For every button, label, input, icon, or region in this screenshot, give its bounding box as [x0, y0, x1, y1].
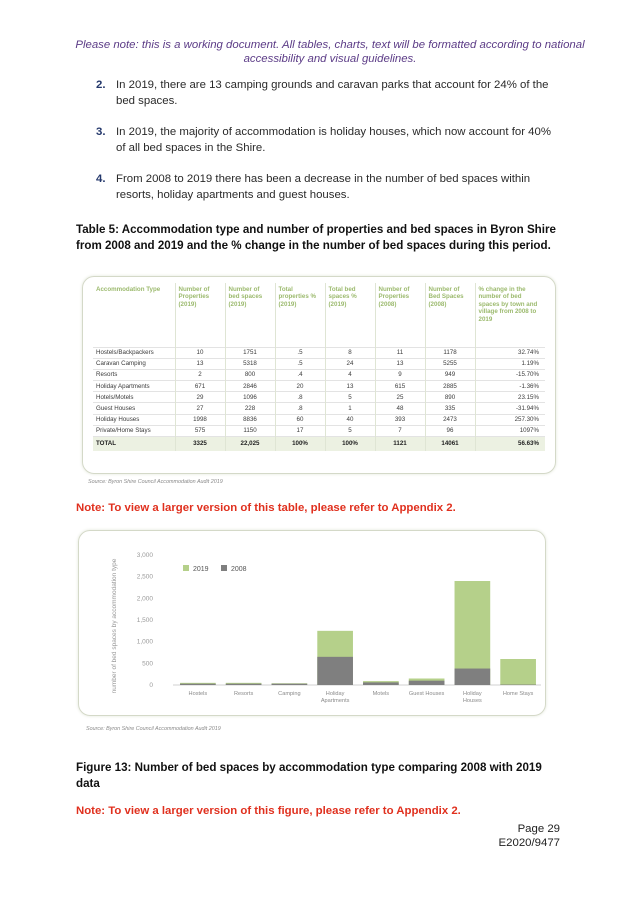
table-cell: 228	[225, 403, 275, 414]
table-cell: .5	[275, 358, 325, 369]
table-row	[93, 347, 545, 358]
bar-2008	[226, 684, 262, 685]
y-tick-label: 3,000	[136, 552, 153, 559]
column-header: Total properties % (2019)	[275, 283, 325, 347]
table-cell: -1.36%	[475, 381, 545, 392]
y-axis-label: number of bed spaces by accommodation type	[111, 558, 118, 694]
table-cell: 1097%	[475, 425, 545, 436]
column-header: Number of Properties (2008)	[375, 283, 425, 347]
bar-2019	[500, 659, 536, 685]
table-cell: 949	[425, 369, 475, 380]
working-document-notice: Please note: this is a working document. All tables, charts, text will be formatted according to national accessibility and visual guidelines.	[75, 39, 585, 65]
table-row	[93, 414, 545, 425]
list-item	[96, 125, 556, 156]
table-total-row	[93, 437, 545, 451]
bar-2008	[272, 684, 308, 685]
y-tick-label: 500	[142, 660, 153, 668]
table-cell: 40	[325, 414, 375, 425]
column-header: Accommodation Type	[93, 283, 175, 347]
table-cell: 1998	[175, 414, 225, 425]
column-header: Number of Bed Spaces (2008)	[425, 283, 475, 347]
table-cell: Holiday Apartments	[93, 381, 175, 392]
table-cell: 5	[325, 425, 375, 436]
table-cell: 257.30%	[475, 414, 545, 425]
table-cell: 2	[175, 369, 225, 380]
table-cell: 8836	[225, 414, 275, 425]
table-cell: 7	[375, 425, 425, 436]
table-cell: 1751	[225, 347, 275, 358]
bar-2008	[409, 681, 445, 685]
table-cell: 335	[425, 403, 475, 414]
figure-appendix-note: Note: To view a larger version of this figure, please refer to Appendix 2.	[76, 805, 461, 817]
table-cell: .8	[275, 392, 325, 403]
table-cell: 56.63%	[475, 437, 545, 451]
table-row	[93, 425, 545, 436]
accommodation-table-frame	[82, 276, 556, 474]
legend-swatch	[183, 565, 189, 571]
table-cell: 13	[175, 358, 225, 369]
x-tick-label: Hostels	[188, 691, 208, 697]
legend-label: 2008	[231, 566, 247, 573]
table-cell: 14061	[425, 437, 475, 451]
bar-2008	[455, 669, 491, 685]
chart-source: Source: Byron Shire Council Accommodation Audit 2019	[86, 726, 221, 732]
page-number: Page 29	[517, 823, 560, 835]
x-tick-label: Guest Houses	[408, 691, 445, 697]
table-cell: 2846	[225, 381, 275, 392]
x-tick-label: Camping	[278, 691, 301, 697]
table-cell: 1096	[225, 392, 275, 403]
table-cell: 60	[275, 414, 325, 425]
legend-label: 2019	[193, 566, 209, 573]
table-cell: Caravan Camping	[93, 358, 175, 369]
list-number: 3.	[96, 126, 106, 139]
bed-spaces-chart-frame	[78, 530, 546, 716]
table-cell: .5	[275, 347, 325, 358]
table-cell: 3325	[175, 437, 225, 451]
column-header: Total bed spaces % (2019)	[325, 283, 375, 347]
document-reference: E2020/9477	[498, 837, 560, 849]
list-number: 4.	[96, 173, 106, 186]
legend-swatch	[221, 565, 227, 571]
table-cell: 5	[325, 392, 375, 403]
column-header: Number of Properties (2019)	[175, 283, 225, 347]
table-row	[93, 381, 545, 392]
table-cell: .4	[275, 369, 325, 380]
table-cell: -15.70%	[475, 369, 545, 380]
list-text: From 2008 to 2019 there has been a decrease in the number of bed spaces within resorts, holiday apartments and guest houses.	[116, 173, 531, 201]
table-cell: .8	[275, 403, 325, 414]
table-cell: Hotels/Motels	[93, 392, 175, 403]
table-cell: 22,025	[225, 437, 275, 451]
table-caption: Table 5: Accommodation type and number of properties and bed spaces in Byron Shire from 2008 and 2019 and the % change in the number of bed spaces during this period.	[76, 223, 556, 252]
table-cell: 13	[325, 381, 375, 392]
table-cell: 96	[425, 425, 475, 436]
table-cell: 27	[175, 403, 225, 414]
y-tick-label: 1,500	[136, 617, 153, 624]
table-cell: 13	[375, 358, 425, 369]
accommodation-table	[93, 283, 545, 451]
figure-caption: Figure 13: Number of bed spaces by accommodation type comparing 2008 with 2019 data	[76, 761, 542, 790]
table-header-row	[93, 283, 545, 347]
table-cell: 9	[375, 369, 425, 380]
table-cell: 25	[375, 392, 425, 403]
table-row	[93, 403, 545, 414]
bed-spaces-chart	[79, 531, 547, 717]
table-cell: 575	[175, 425, 225, 436]
list-item	[96, 172, 556, 203]
table-cell: 29	[175, 392, 225, 403]
table-cell: 2885	[425, 381, 475, 392]
table-cell: 48	[375, 403, 425, 414]
x-tick-label: Holiday	[325, 691, 345, 697]
table-cell: Guest Houses	[93, 403, 175, 414]
table-cell: TOTAL	[93, 437, 175, 451]
table-source: Source: Byron Shire Council Accommodation Audit 2019	[88, 479, 223, 485]
y-tick-label: 2,500	[136, 573, 153, 581]
table-cell: 1.19%	[475, 358, 545, 369]
column-header: % change in the number of bed spaces by town and village from 2008 to 2019	[478, 286, 538, 323]
table-cell: 1	[325, 403, 375, 414]
x-tick-label: Motels	[372, 691, 390, 697]
table-row	[93, 369, 545, 380]
x-tick-label: Home Stays	[502, 691, 534, 697]
table-cell: 20	[275, 381, 325, 392]
x-tick-label: Resorts	[233, 691, 254, 697]
bar-2008	[363, 682, 399, 685]
list-text: In 2019, there are 13 camping grounds and caravan parks that account for 24% of the bed spaces.	[116, 79, 549, 107]
table-cell: 1150	[225, 425, 275, 436]
table-cell: 100%	[275, 437, 325, 451]
table-cell: 393	[375, 414, 425, 425]
table-cell: 17	[275, 425, 325, 436]
table-appendix-note: Note: To view a larger version of this table, please refer to Appendix 2.	[76, 502, 456, 514]
x-tick-label: Apartments	[320, 698, 350, 704]
table-cell: 32.74%	[475, 347, 545, 358]
table-cell: 5318	[225, 358, 275, 369]
list-item	[96, 78, 556, 109]
table-cell: 2473	[425, 414, 475, 425]
table-cell: 1121	[375, 437, 425, 451]
list-text: In 2019, the majority of accommodation is holiday houses, which now account for 40% of all bed spaces in the Shire.	[116, 126, 551, 154]
table-cell: 100%	[325, 437, 375, 451]
table-cell: 890	[425, 392, 475, 403]
table-cell: 5255	[425, 358, 475, 369]
x-tick-label: Holiday	[463, 691, 482, 697]
table-cell: 4	[325, 369, 375, 380]
table-cell: 671	[175, 381, 225, 392]
page-footer	[499, 822, 560, 850]
y-tick-label: 0	[149, 682, 153, 689]
bar-2008	[317, 657, 353, 685]
table-cell: 1178	[425, 347, 475, 358]
column-header: Number of bed spaces (2019)	[225, 283, 275, 347]
y-tick-label: 2,000	[136, 595, 153, 603]
bar-2008	[180, 684, 216, 685]
y-tick-label: 1,000	[136, 638, 153, 646]
table-cell: Resorts	[93, 369, 175, 380]
table-cell: 615	[375, 381, 425, 392]
table-cell: 800	[225, 369, 275, 380]
table-row	[93, 392, 545, 403]
table-cell: Hostels/Backpackers	[93, 347, 175, 358]
table-cell: 23.15%	[475, 392, 545, 403]
table-cell: 11	[375, 347, 425, 358]
table-row	[93, 358, 545, 369]
list-number: 2.	[96, 79, 106, 91]
table-cell: Holiday Houses	[93, 414, 175, 425]
table-cell: 24	[325, 358, 375, 369]
table-cell: -31.94%	[475, 403, 545, 414]
findings-list	[96, 78, 556, 220]
table-cell: 10	[175, 347, 225, 358]
table-cell: 8	[325, 347, 375, 358]
table-cell: Private/Home Stays	[93, 425, 175, 436]
x-tick-label: Houses	[462, 698, 482, 704]
